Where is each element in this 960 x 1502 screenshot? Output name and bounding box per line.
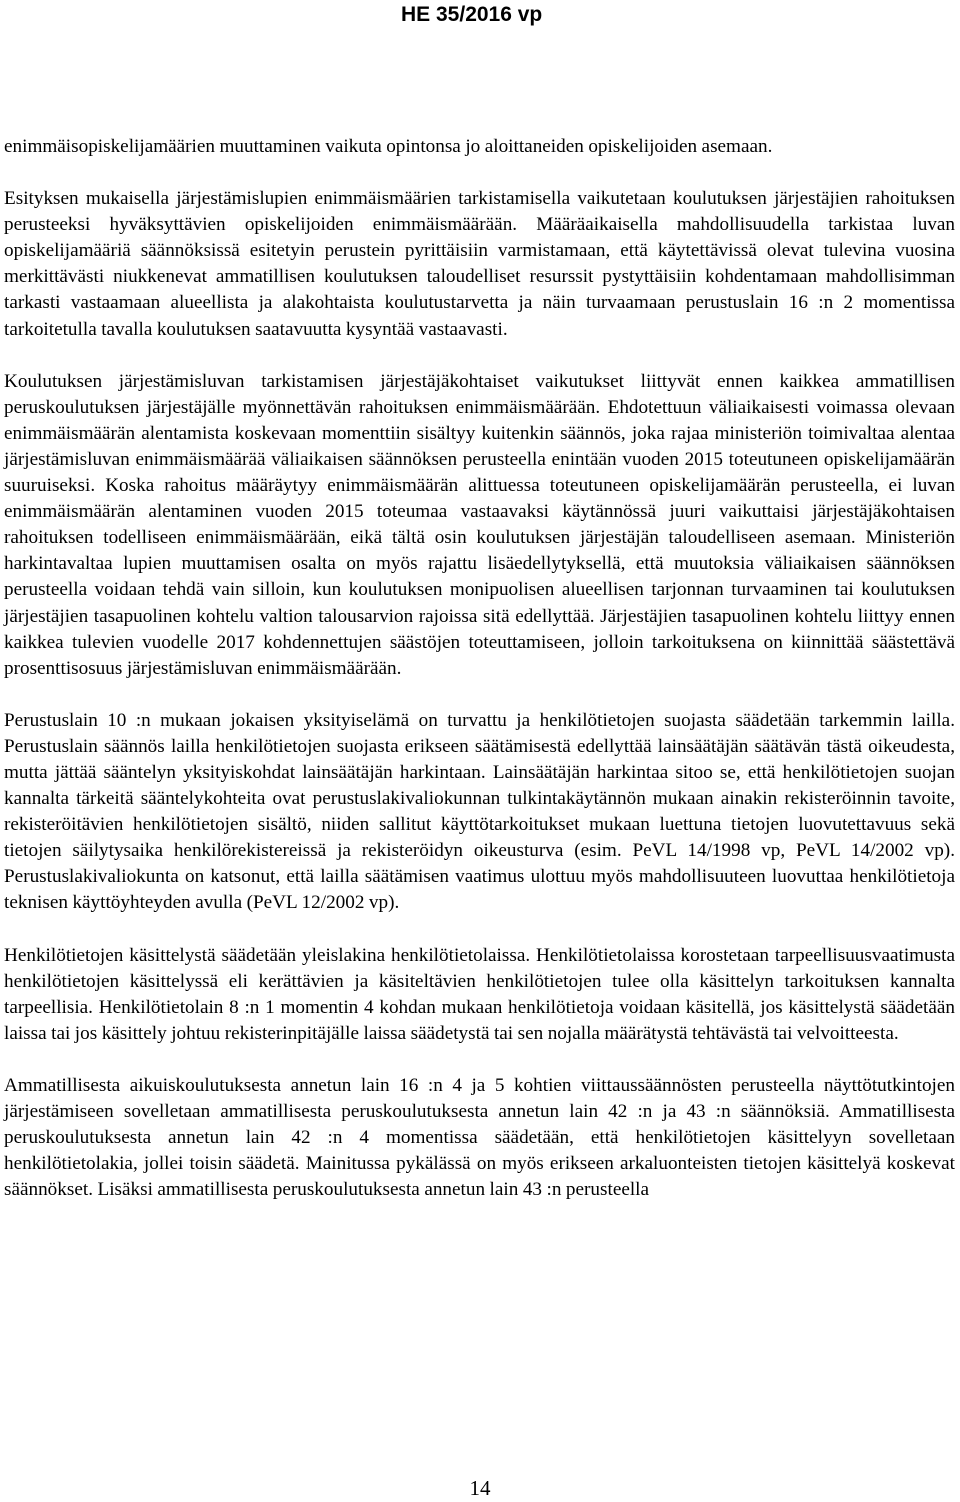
body-paragraph: Ammatillisesta aikuiskoulutuksesta annetun lain 16 :n 4 ja 5 kohtien viittaussäännösten perusteella näyttötutkintojen järjestämiseen sovelletaan ammatillisesta peruskoulutuksesta annetun lain 42 :n ja 43 :n säännöksiä. Ammatillisesta peruskoulutuksesta annetun lain 42 :n 4 momentissa säädetään, että henkilötietojen käsittelyyn sovelletaan henkilötietolakia, jollei toisin säädetä. Mainitussa pykälässä on myös erikseen arkaluonteisten tietojen käsittelyä koskevat säännökset. Lisäksi ammatillisesta peruskoulutuksesta annetun lain 43 :n perusteella [4, 1074, 955, 1201]
body-paragraph: Henkilötietojen käsittelystä säädetään yleislakina henkilötietolaissa. Henkilötietolaissa korostetaan tarpeellisuusvaatimusta henkilötietojen käsittelyssä eli kerättävien ja käsiteltävien henkilötietojen tulee olla käsittelyn tarkoituksen kannalta tarpeellisia. Henkilötietolain 8 :n 1 momentin 4 kohdan mukaan henkilötietoja voidaan käsitellä, jos käsittelystä säädetään laissa tai jos käsittely johtuu rekisterinpitäjälle laissa säädetystä tai sen nojalla määrätystä tehtävästä tai velvoitteesta. [4, 944, 955, 1044]
document-header-title: HE 35/2016 vp [401, 3, 543, 26]
body-paragraph: Esityksen mukaisella järjestämislupien enimmäismäärien tarkistamisella vaikutetaan koulutuksen järjestäjien rahoituksen perusteeksi hyväksyttävien opiskelijoiden enimmäismäärään. Määräaikaisella mahdollisuudella tarkistaa luvan opiskelijamääriä säännöksissä esitetyin perustein pyrittäisiin varmistamaan, että käytettävissä olevat tulevina vuosina merkittävästi niukkenevat ammatillisen koulutuksen taloudelliset resurssit pystyttäisiin kohdentamaan mahdollisimman tarkasti vastaamaan alueellista ja alakohtaista koulutustarvetta ja näin turvaamaan perustuslain 16 :n 2 momentissa tarkoitetulla tavalla koulutuksen saatavuutta kysyntää vastaavasti. [4, 188, 955, 340]
body-paragraph: Perustuslain 10 :n mukaan jokaisen yksityiselämä on turvattu ja henkilötietojen suojasta säädetään tarkemmin lailla. Perustuslain säännös lailla henkilötietojen suojasta erikseen säätämisestä edellyttää lainsäätäjän säätävän tästä oikeudesta, mutta jättää sääntelyn yksityiskohdat lainsäätäjän harkintaan. Lainsäätäjän harkintaa sitoo se, että henkilötietojen suojan kannalta tärkeitä sääntelykohteita ovat perustuslakivaliokunnan tulkintakäytännön mukaan ainakin rekisteröinnin tavoite, rekisteröitävien henkilötietojen sisältö, niiden sallitut käyttötarkoitukset mukaan luettuna tietojen luovutettavuus sekä tietojen säilytysaika henkilörekistereissä ja rekisteröidyn oikeusturva (esim. PeVL 14/1998 vp, PeVL 14/2002 vp). Perustuslakivaliokunta on katsonut, että lailla säätämisen vaatimus ulottuu myös mahdollisuuteen luovuttaa henkilötietoja teknisen käyttöyhteyden avulla (PeVL 12/2002 vp). [4, 709, 955, 914]
body-paragraph: Koulutuksen järjestämisluvan tarkistamisen järjestäjäkohtaiset vaikutukset liittyvät ennen kaikkea ammatillisen peruskoulutuksen järjestäjälle myönnettävän rahoituksen enimmäismäärään. Ehdotettuun väliaikaisesti voimassa olevaan enimmäismäärän alentamista koskevaan momenttiin sisältyy kuitenkin säännös, joka rajaa ministeriön toimivaltaa alentaa järjestämisluvan enimmäismäärää väliaikaisen säännöksen perusteella enintään vuoden 2015 toteutuneen opiskelijamäärän suuruiseksi. Koska rahoitus määräytyy enimmäismäärän alittuessa toteutuneen opiskelijamäärän perusteella, ei luvan enimmäismäärän alentaminen vuoden 2015 toteumaa vastaavaksi käytännössä juuri vaikuttaisi järjestäjäkohtaisen rahoituksen todelliseen enimmäismäärään, eikä tältä osin koulutuksen järjestäjän taloudelliseen asemaan. Ministeriön harkintavaltaa lupien muuttamisen osalta on myös rajattu lisäedellytyksellä, että muutoksia väliaikaisen säännöksen perusteella voidaan tehdä vain silloin, kun koulutuksen monipuolisen alueellisen tarjonnan turvaaminen tai koulutuksen järjestäjien tasapuolinen kohtelu valtion talousarvion rajoissa sitä edellyttää. Järjestäjien tasapuolinen kohtelu liittyy ennen kaikkea tulevien vuodelle 2017 kohdennettujen säästöjen toteuttamiseen, jolloin tarkoituksena on kiinnittää säästettävä prosenttisosuus järjestämisluvan enimmäismäärään. [4, 370, 955, 679]
page-number: 14 [469, 1476, 491, 1500]
document-body [4, 134, 955, 1229]
body-paragraph: enimmäisopiskelijamäärien muuttaminen vaikuta opintonsa jo aloittaneiden opiskelijoiden asemaan. [4, 136, 773, 157]
